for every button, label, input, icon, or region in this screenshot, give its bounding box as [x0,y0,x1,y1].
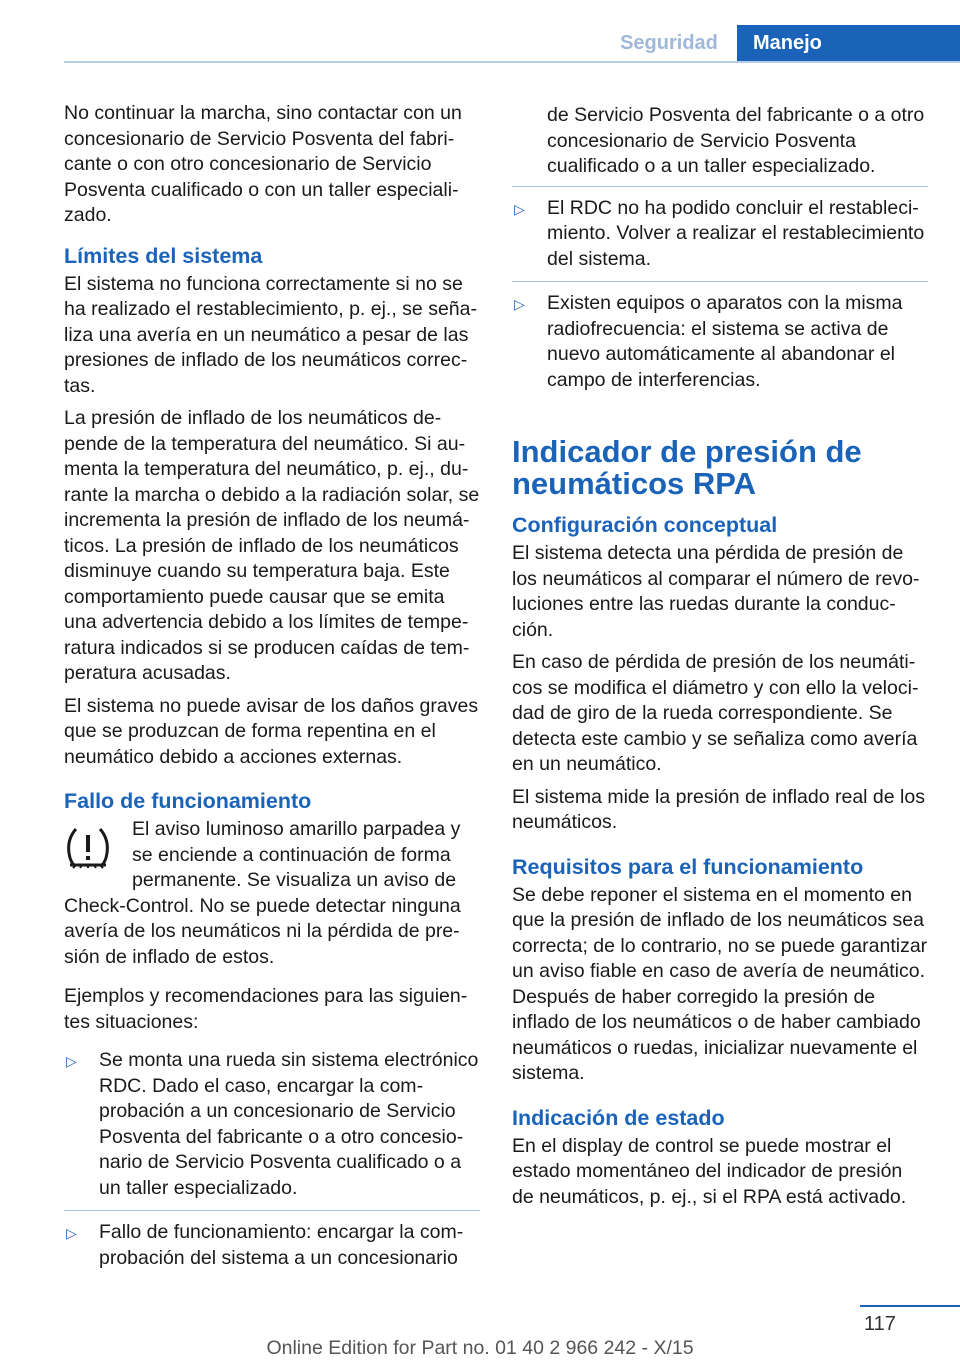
intro-paragraph: No continuar la marcha, sino contactar con un concesionario de Servicio Posventa del fabricante o con otro concesionario de Servicio Posventa cualificado o con un taller especializado. [64,102,462,226]
list-item: ▷ El RDC no ha podido concluir el restablecimiento. Volver a realizar el restablecimiento del sistema. [514,196,925,270]
fallo-paragraph: El aviso luminoso amarillo parpadea y se enciende a continuación de forma permanente. Se visualiza un aviso de Check-Control. No se puede detectar ninguna avería de los neumáticos ni la pérdida de presión de inflado de estos. [64,818,461,968]
limites-paragraph-3: El sistema no puede avisar de los daños graves que se produzcan de forma repentina en el neumático debido a acciones externas. [64,694,479,768]
tab-seguridad[interactable]: Seguridad [620,32,718,54]
tire-pressure-warning-icon [64,825,112,871]
heading-estado: Indicación de estado [512,1105,725,1130]
main-section-title: Indicador de presión de neumáticos RPA [512,434,862,501]
triangle-bullet-icon: ▷ [514,200,525,217]
heading-requisitos: Requisitos para el funcionamiento [512,854,864,879]
heading-config: Configuración conceptual [512,513,778,537]
config-paragraph-2: En caso de pérdida de presión de los neumáticos se modifica el diámetro y con ello la velocidad de giro de la rueda correspondiente. Se detecta este cambio y se señaliza como avería en un neumático. [512,651,919,775]
requisitos-paragraph: Se debe reponer el sistema en el momento en que la presión de inflado de los neumáticos sea correcta; de lo contrario, no se puede garantizar un aviso fiable en caso de avería de neumático. Después de haber corregido la presión de inflado de los neumáticos o de haber cambiado neumáticos o ruedas, inicializar nuevamente el sistema. [512,883,928,1084]
page-number: 117 [864,1313,896,1335]
left-bullet-list [64,1042,480,1280]
triangle-bullet-icon: ▷ [66,1225,77,1241]
footer-divider [860,1305,960,1307]
triangle-bullet-icon: ▷ [514,296,525,312]
list-item: ▷ Se monta una rueda sin sistema electrónico RDC. Dado el caso, encargar la comprobación a un concesionario de Servicio Posventa del fabricante o a otro concesionario de Servicio Posventa cualificado o a un taller especializado. [66,1049,479,1199]
left-column [64,101,480,1280]
list-item: ▷ Fallo de funcionamiento: encargar la comprobación del sistema a un concesionario [64,1210,480,1280]
warning-block [64,817,480,970]
tab-manejo[interactable]: Manejo [737,25,960,61]
heading-fallo: Fallo de funcionamiento [64,789,312,813]
continued-paragraph: de Servicio Posventa del fabricante o a otro concesionario de Servicio Posventa cualificado o a un taller especializado. [547,104,925,177]
right-bullet-list [512,186,928,403]
list-item: ▷ Existen equipos o aparatos con la misma radiofrecuencia: el sistema se activa de nuevo automáticamente al abandonar el campo de interferencias. [512,281,928,402]
config-paragraph-3: El sistema mide la presión de inflado real de los neumáticos. [512,785,925,833]
config-paragraph-1: El sistema detecta una pérdida de presión de los neumáticos al comparar el número de revoluciones entre las ruedas durante la conducción. [512,542,920,641]
triangle-bullet-icon: ▷ [66,1053,77,1069]
header-divider [64,61,960,63]
footer-edition: Online Edition for Part no. 01 40 2 966 242 - X/15 [266,1337,694,1359]
right-column [512,103,928,1217]
heading-limites: Límites del sistema [64,243,263,268]
estado-paragraph: En el display de control se puede mostrar el estado momentáneo del indicador de presión de neumáticos, p. ej., si el RPA está activado. [512,1134,907,1208]
limites-paragraph-2: La presión de inflado de los neumáticos depende de la temperatura del neumático. Si aumenta la temperatura del neumático, p. ej., durante la marcha o debido a la radiación solar, se incrementa la presión de inflado de los neumáticos. La presión de inflado de los neumáticos disminuye cuando su temperatura baja. Este comportamiento puede causar que se emita una advertencia debido a los límites de temperatura indicados si se producen caídas de temperatura acusadas. [64,407,480,684]
limites-paragraph-1: El sistema no funciona correctamente si no se ha realizado el restablecimiento, p. ej., se señaliza una avería en un neumático a pesar de las presiones de inflado de los neumáticos correctas. [64,272,477,397]
ejemplos-paragraph: Ejemplos y recomendaciones para las siguientes situaciones: [64,985,468,1033]
